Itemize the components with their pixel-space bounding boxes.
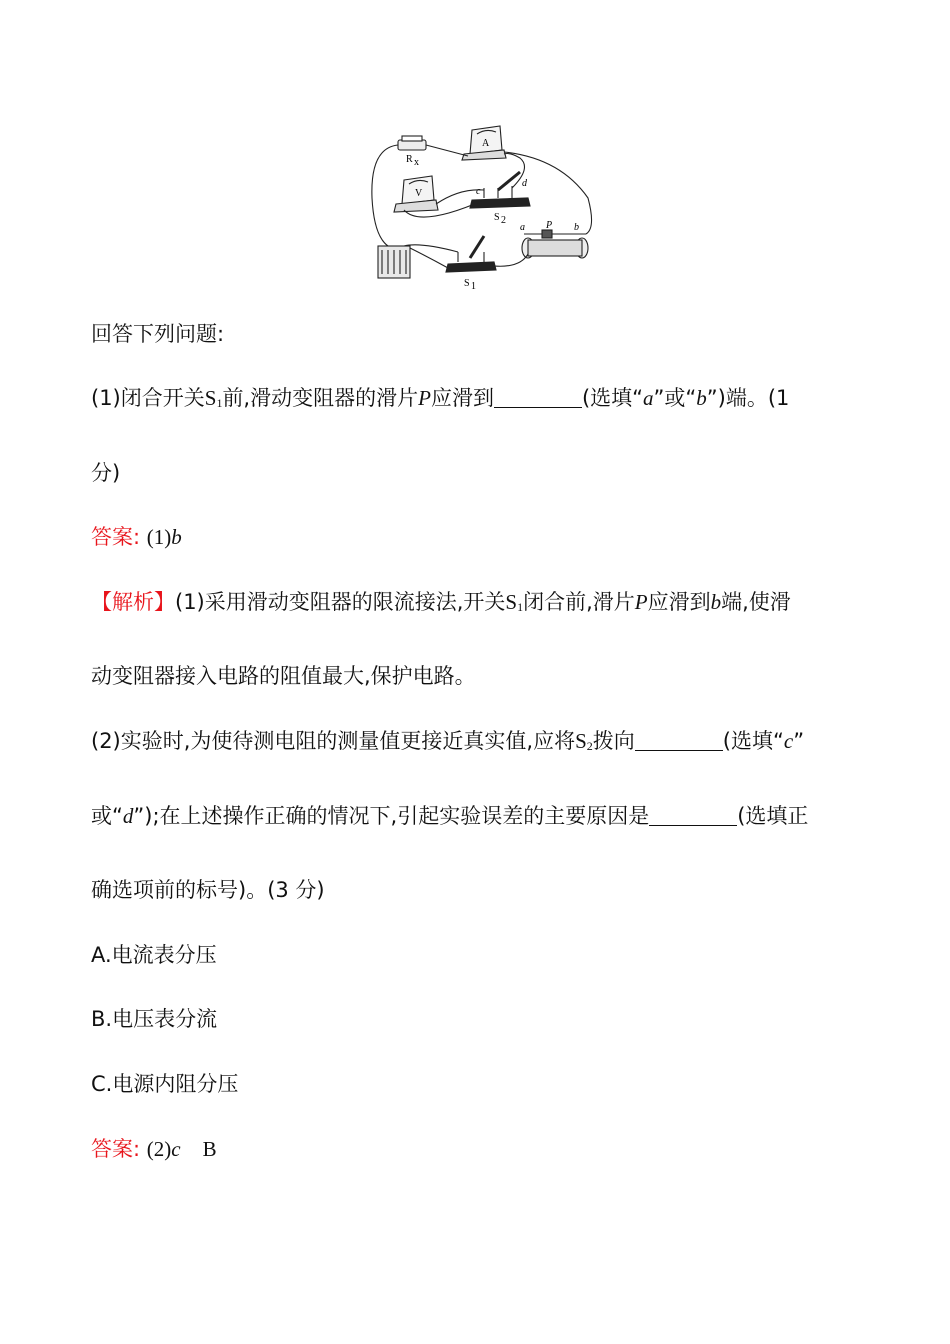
answer-blank-3[interactable] — [649, 805, 737, 826]
analysis: 【解析】(1)采用滑动变阻器的限流接法,开关S1闭合前,滑片P应滑到b端,使滑 — [91, 590, 791, 614]
label-s2: S — [494, 212, 500, 223]
label-b: b — [574, 222, 579, 233]
answer-1: 答案: (1)b — [91, 525, 182, 549]
rheostat — [522, 230, 588, 258]
switch-s1 — [446, 262, 496, 272]
switch-s2 — [470, 198, 530, 208]
label-a: a — [520, 222, 525, 233]
label-ammeter: A — [482, 138, 490, 149]
label-s2-sub: 2 — [501, 215, 506, 226]
label-c: c — [476, 186, 481, 197]
answer-2: 答案: (2)c B — [91, 1137, 217, 1161]
question-2: (2)实验时,为使待测电阻的测量值更接近真实值,应将S2拨向 (选填“c” — [91, 729, 805, 753]
question-1-line2: 分) — [91, 461, 121, 485]
intro-text: 回答下列问题: — [91, 322, 225, 346]
question-1: (1)闭合开关S1前,滑动变阻器的滑片P应滑到 (选填“a”或“b”)端。(1 — [91, 386, 790, 410]
label-s1: S — [464, 278, 470, 289]
label-voltmeter: V — [415, 188, 423, 199]
option-a: A.电流表分压 — [91, 943, 217, 967]
label-s1-sub: 1 — [471, 281, 476, 290]
answer-blank-2[interactable] — [635, 730, 723, 751]
analysis-line2: 动变阻器接入电路的阻值最大,保护电路。 — [91, 664, 476, 688]
label-d: d — [522, 178, 527, 189]
question-2-line3: 确选项前的标号)。(3 分) — [91, 878, 325, 902]
analysis-tag: 【解析】 — [91, 590, 175, 614]
label-rx-sub: x — [414, 157, 419, 168]
label-p: P — [546, 220, 553, 231]
label-rx: R — [406, 154, 413, 165]
answer-blank-1[interactable] — [494, 387, 582, 408]
circuit-diagram — [360, 118, 600, 290]
option-b: B.电压表分流 — [91, 1007, 218, 1031]
option-c: C.电源内阻分压 — [91, 1072, 239, 1096]
question-2-line2: 或“d”);在上述操作正确的情况下,引起实验误差的主要原因是 (选填正 — [91, 804, 809, 828]
